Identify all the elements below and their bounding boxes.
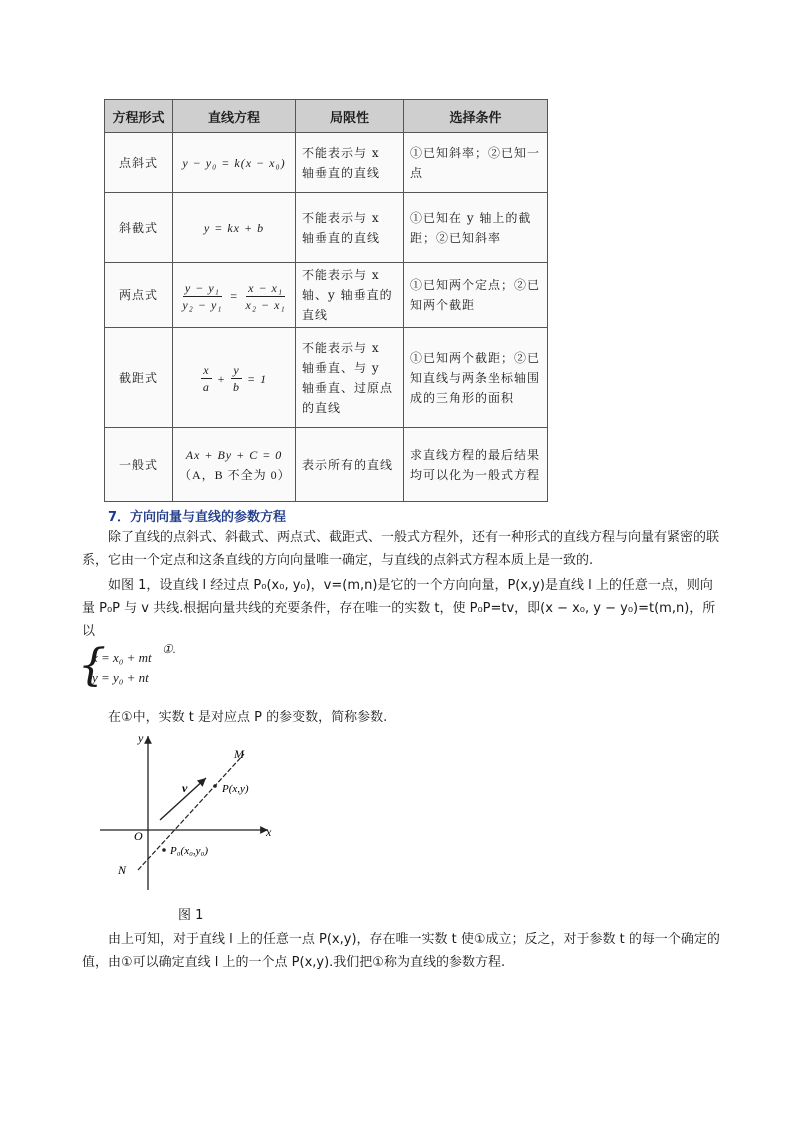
form-cell: 点斜式 — [105, 133, 173, 193]
fraction-numerator: y − y₁ — [184, 280, 220, 295]
fraction-denominator: x₂ − x₁ — [245, 297, 286, 312]
table-row — [105, 193, 548, 263]
condition-cell: ①已知在 y 轴上的截距；②已知斜率 — [404, 193, 548, 263]
table-row — [105, 328, 548, 428]
point-p-label: P(x,y) — [222, 783, 249, 795]
point-n-label: N — [118, 863, 127, 877]
header-condition: 选择条件 — [404, 100, 548, 133]
limit-cell: 不能表示与 x 轴垂直的直线 — [296, 133, 404, 193]
fraction-denominator: y₂ − y₁ — [182, 297, 223, 312]
paragraph-parameter: 在①中，实数 t 是对应点 P 的参变数，简称参数. — [108, 710, 388, 725]
point-p0-label: P₀(x₀,y₀) — [170, 845, 209, 857]
condition-cell: ①已知斜率；②已知一点 — [404, 133, 548, 193]
form-cell: 一般式 — [105, 428, 173, 502]
figure-1-diagram — [96, 730, 296, 890]
formula-cell: y − y₀ = k(x − x₀) — [173, 133, 296, 193]
limit-cell: 表示所有的直线 — [296, 428, 404, 502]
fraction-denominator: b — [233, 380, 240, 394]
condition-cell: ①已知两个定点；②已知两个截距 — [404, 263, 548, 328]
formula-cell — [173, 328, 296, 428]
table-row — [105, 428, 548, 502]
condition-cell: ①已知两个截距；②已知直线与两条坐标轴围成的三角形的面积 — [404, 328, 548, 428]
y-axis-label: y — [138, 731, 144, 745]
header-equation: 直线方程 — [173, 100, 296, 133]
fraction-numerator: y — [233, 363, 240, 377]
vector-v-label: v — [182, 781, 188, 795]
form-cell: 斜截式 — [105, 193, 173, 263]
form-cell: 两点式 — [105, 263, 173, 328]
general-formula: Ax + By + C = 0 — [185, 447, 283, 462]
formula-cell — [173, 263, 296, 328]
system-line-2: y = y₀ + nt — [92, 670, 149, 685]
limit-cell: 不能表示与 x 轴、y 轴垂直的直线 — [296, 263, 404, 328]
line-equation-table — [104, 99, 548, 502]
general-formula-note: （A，B 不全为 0） — [179, 467, 291, 482]
fraction-numerator: x − x₁ — [248, 280, 284, 295]
formula-cell: y = kx + b — [173, 193, 296, 263]
point-p — [213, 784, 217, 788]
fraction-denominator: a — [202, 380, 210, 394]
equals-sign: = — [229, 289, 239, 303]
paragraph-derivation: 如图 1，设直线 l 经过点 P₀(x₀, y₀)，v=(m,n)是它的一个方向向量，P(x,y)是直线 l 上的任意一点，则向量 P₀P 与 v 共线.根据向量共线的充要条件，存在唯一的实数 t，使 P₀P=tv，即(x − x₀, y − y₀)=t(m,n)，所以 — [82, 578, 716, 639]
figure-caption: 图 1 — [178, 908, 204, 923]
formula-cell — [173, 428, 296, 502]
left-brace: { — [78, 640, 106, 691]
table-row — [105, 263, 548, 328]
header-limitation: 局限性 — [296, 100, 404, 133]
limit-cell: 不能表示与 x 轴垂直、与 y 轴垂直、过原点的直线 — [296, 328, 404, 428]
point-p0 — [162, 848, 166, 852]
equals-one: = 1 — [247, 371, 268, 386]
section-title: 7．方向向量与直线的参数方程 — [108, 510, 287, 525]
condition-cell: 求直线方程的最后结果均可以化为一般式方程 — [404, 428, 548, 502]
paragraph-intro: 除了直线的点斜式、斜截式、两点式、截距式、一般式方程外，还有一种形式的直线方程与向量有紧密的联系，它由一个定点和这条直线的方向向量唯一确定，与直线的点斜式方程本质上是一致的. — [82, 530, 720, 568]
table-row — [105, 133, 548, 193]
paragraph-conclusion: 由上可知，对于直线 l 上的任意一点 P(x,y)，存在唯一实数 t 使①成立；反之，对于参数 t 的每一个确定的值，由①可以确定直线 l 上的一个点 P(x,y).我们把①称为直线的参数方程. — [82, 932, 720, 970]
form-cell: 截距式 — [105, 328, 173, 428]
limit-cell: 不能表示与 x 轴垂直的直线 — [296, 193, 404, 263]
header-form: 方程形式 — [105, 100, 173, 133]
equation-mark: ①. — [162, 642, 176, 656]
origin-label: O — [134, 829, 143, 843]
system-line-1: x = x₀ + mt — [92, 650, 152, 665]
plus-sign: + — [216, 371, 226, 386]
fraction-numerator: x — [203, 363, 210, 377]
point-m-label: M — [234, 747, 244, 761]
x-axis-label: x — [266, 825, 272, 839]
